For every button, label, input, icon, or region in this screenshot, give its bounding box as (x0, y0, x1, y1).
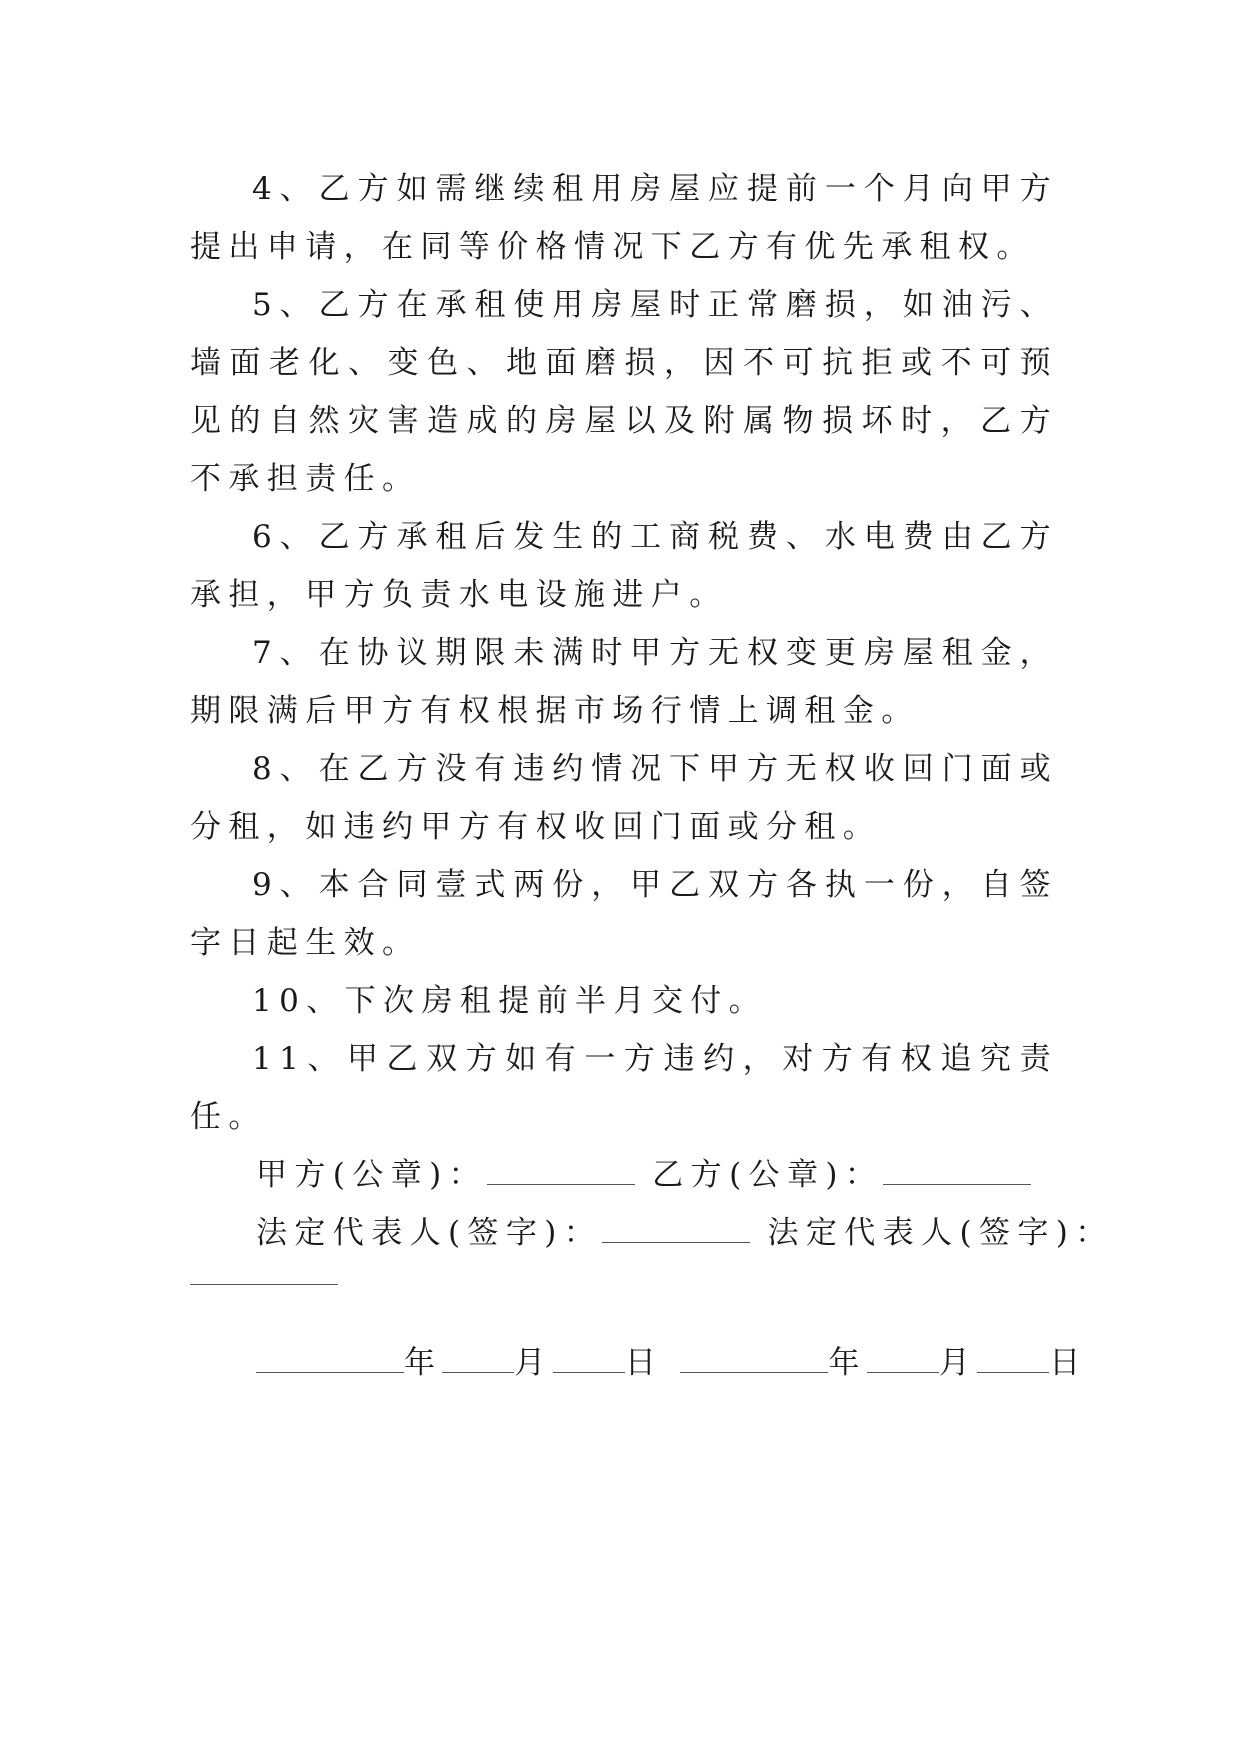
contract-page (190, 160, 1114, 1392)
party-b-day-blank[interactable] (977, 1348, 1049, 1373)
clause-4: 4、乙方如需继续租用房屋应提前一个月向甲方提出申请，在同等价格情况下乙方有优先承租权。 (190, 171, 1058, 265)
party-a-day-blank[interactable] (553, 1348, 625, 1373)
party-b-day-label: 日 (1049, 1345, 1088, 1381)
clause-6: 6、乙方承租后发生的工商税费、水电费由乙方承担，甲方负责水电设施进户。 (190, 519, 1058, 613)
seal-line (190, 1146, 1058, 1204)
party-a-rep-label: 法定代表人(签字)： (256, 1215, 603, 1251)
party-b-rep-blank-row (190, 1262, 1058, 1320)
party-b-month-blank[interactable] (867, 1348, 939, 1373)
clause-11: 11、甲乙双方如有一方违约，对方有权追究责任。 (190, 1041, 1058, 1135)
party-a-seal-blank[interactable] (487, 1160, 635, 1185)
clause-7: 7、在协议期限未满时甲方无权变更房屋租金，期限满后甲方有权根据市场行情上调租金。 (190, 635, 1058, 729)
clause-5: 5、乙方在承租使用房屋时正常磨损，如油污、墙面老化、变色、地面磨损，因不可抗拒或不可预见的自然灾害造成的房屋以及附属物损坏时，乙方不承担责任。 (190, 287, 1058, 497)
party-b-seal-blank[interactable] (883, 1160, 1031, 1185)
party-a-month-blank[interactable] (442, 1348, 514, 1373)
party-a-month-label: 月 (514, 1345, 553, 1381)
party-a-year-label: 年 (404, 1345, 443, 1381)
party-a-year-blank[interactable] (256, 1348, 404, 1373)
party-b-year-label: 年 (828, 1345, 867, 1381)
party-b-rep-blank[interactable] (190, 1284, 338, 1285)
party-b-rep-label: 法定代表人(签字)： (767, 1215, 1114, 1251)
clause-10: 10、下次房租提前半月交付。 (252, 983, 768, 1019)
representative-line (190, 1204, 1114, 1262)
clause-8: 8、在乙方没有违约情况下甲方无权收回门面或分租，如违约甲方有权收回门面或分租。 (190, 751, 1058, 845)
clause-9: 9、本合同壹式两份，甲乙双方各执一份，自签字日起生效。 (190, 867, 1058, 961)
party-b-year-blank[interactable] (680, 1348, 828, 1373)
party-a-rep-blank[interactable] (602, 1218, 750, 1243)
party-a-day-label: 日 (624, 1345, 664, 1381)
date-line (190, 1334, 1088, 1392)
party-b-seal-label: 乙方(公章)： (652, 1157, 884, 1193)
party-a-seal-label: 甲方(公章)： (256, 1157, 487, 1193)
party-b-month-label: 月 (938, 1345, 978, 1381)
